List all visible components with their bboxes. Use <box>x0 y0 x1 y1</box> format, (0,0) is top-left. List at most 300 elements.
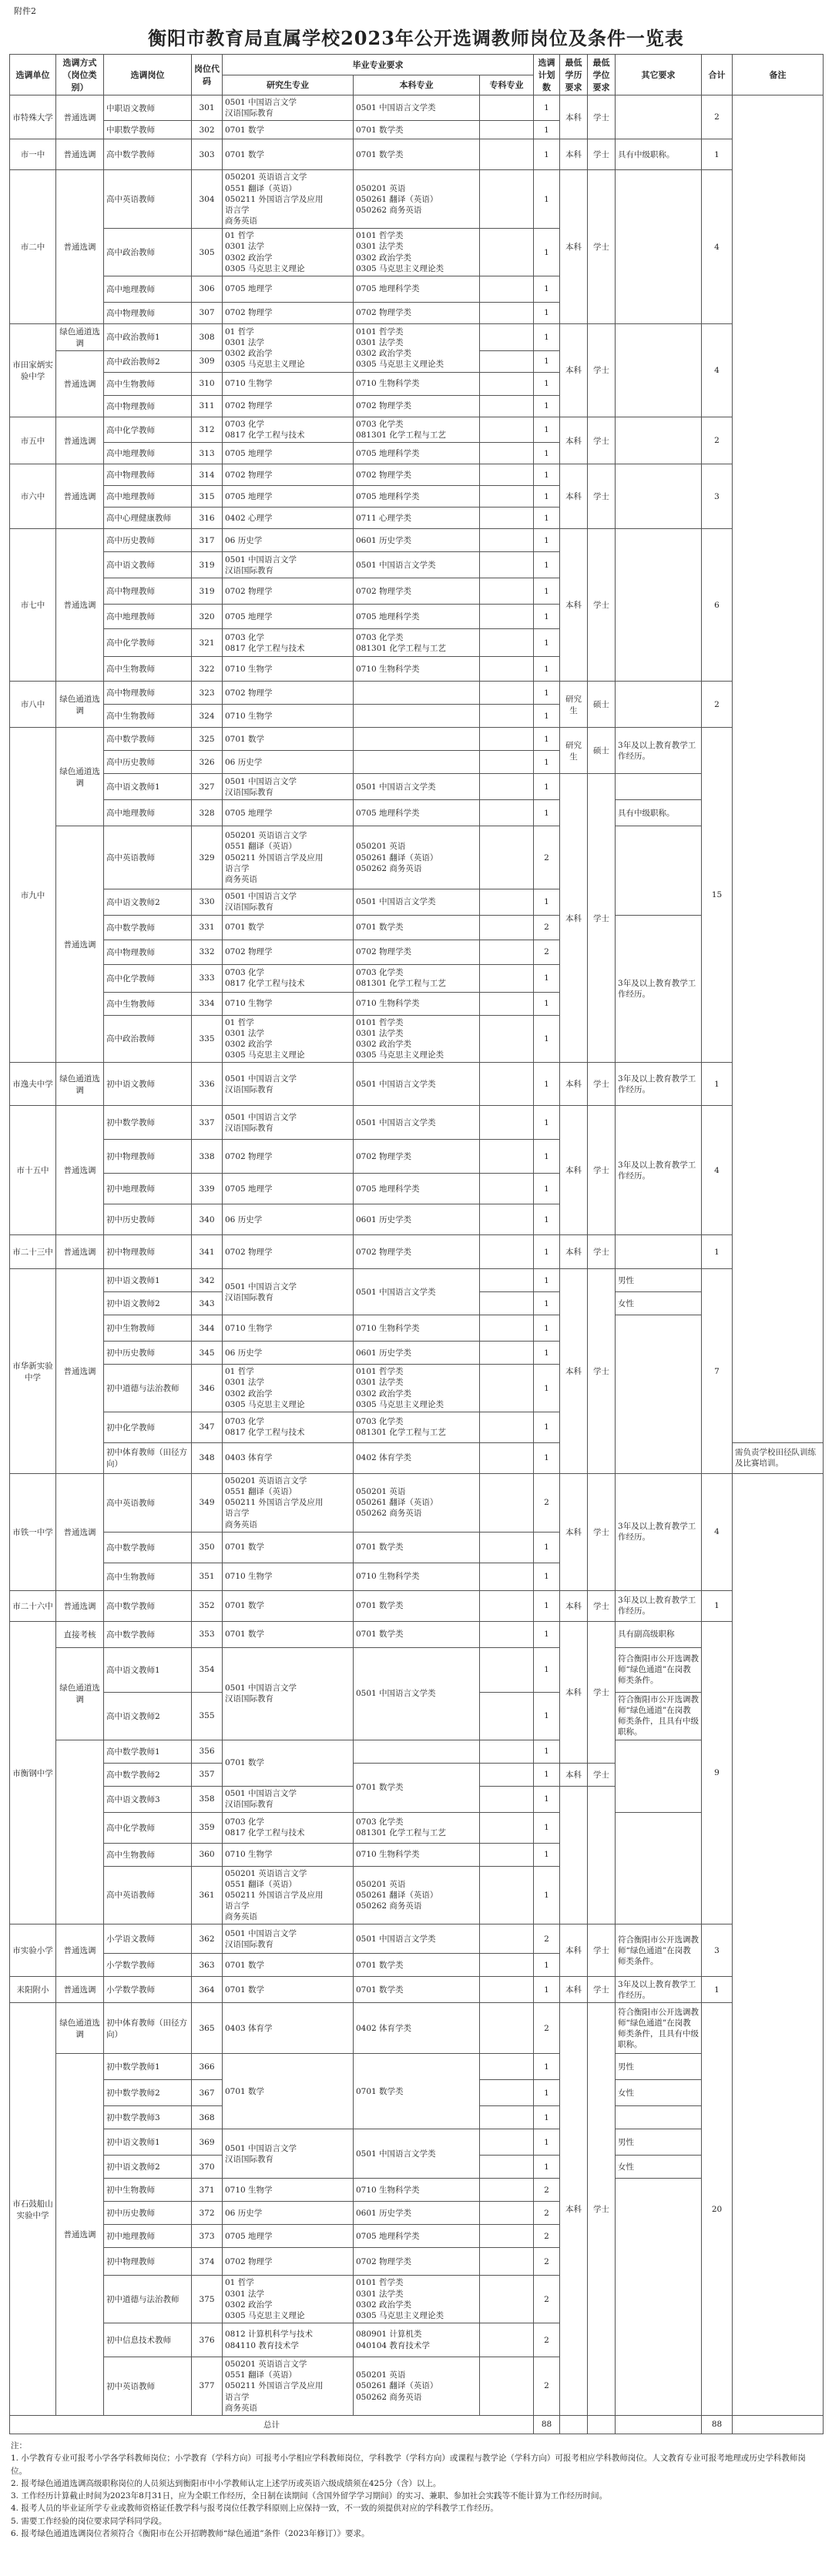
cell-method: 绿色通道选调 <box>56 1063 104 1106</box>
cell-code: 376 <box>192 2323 223 2357</box>
cell-college <box>480 826 534 889</box>
cell-degree: 学士 <box>588 1063 616 1106</box>
cell-plan: 2 <box>534 826 560 889</box>
cell-plan: 1 <box>534 629 560 657</box>
notes <box>11 2440 820 2540</box>
cell-code: 368 <box>192 2106 223 2129</box>
cell-college <box>480 1954 534 1977</box>
table-row <box>10 2179 824 2202</box>
cell-total: 4 <box>702 1473 733 1590</box>
cell-post: 小学数学教师 <box>104 1954 192 1977</box>
cell-plan: 1 <box>534 121 560 139</box>
cell-total: 20 <box>702 2003 733 2416</box>
cell-code: 350 <box>192 1532 223 1563</box>
note-line: 5. 需要工作经验的岗位要求同学科同学段。 <box>11 2516 167 2526</box>
cell-unit: 市特殊大学 <box>10 95 56 139</box>
cell-college <box>480 2323 534 2357</box>
cell-edu: 本科 <box>560 1106 588 1235</box>
cell-code: 328 <box>192 800 223 826</box>
cell-college <box>480 774 534 800</box>
cell-code: 303 <box>192 139 223 170</box>
cell-post: 高中物理教师 <box>104 302 192 323</box>
cell-under: 0710 生物科学类 <box>354 657 480 682</box>
cell-code: 341 <box>192 1235 223 1269</box>
cell-under: 0101 哲学类 0301 法学类 0302 政治学类 0305 马克思主义理论类 <box>354 323 480 372</box>
cell-method: 绿色通道选调 <box>56 2003 104 2054</box>
cell-unit: 市五中 <box>10 417 56 464</box>
cell-post: 初中道德与法治教师 <box>104 1365 192 1412</box>
cell-code: 305 <box>192 229 223 276</box>
cell-other: 符合衡阳市公开选调教师“绿色通道”在岗教师类条件，且具有中级职称。 <box>616 1692 702 1740</box>
cell-grad: 0501 中国语言文学 汉语国际教育 <box>223 95 354 121</box>
cell-plan: 1 <box>534 529 560 552</box>
cell-grad: 0702 物理学 <box>223 464 354 486</box>
cell-college <box>480 1174 534 1204</box>
cell-under <box>354 1740 480 1763</box>
cell-college <box>480 1269 534 1292</box>
cell-college <box>480 889 534 915</box>
cell-unit: 市衡钢中学 <box>10 1621 56 1924</box>
cell-post: 高中数学教师 <box>104 1621 192 1647</box>
cell-plan: 1 <box>534 139 560 170</box>
cell-total: 1 <box>702 139 733 170</box>
cell-edu: 研究生 <box>560 728 588 774</box>
cell-grad: 0501 中国语言文学 汉语国际教育 <box>223 2129 354 2179</box>
cell-grad: 01 哲学 0301 法学 0302 政治学 0305 马克思主义理论 <box>223 1015 354 1063</box>
cell-method: 普通选调 <box>56 826 104 1063</box>
cell-other: 具有中级职称。 <box>616 139 702 170</box>
cell-under: 0701 数学类 <box>354 139 480 170</box>
cell-plan: 1 <box>534 443 560 464</box>
cell-grad: 0710 生物学 <box>223 705 354 728</box>
cell-under: 0710 生物科学类 <box>354 2179 480 2202</box>
cell-degree: 学士 <box>588 1473 616 1590</box>
table-row <box>10 1315 824 1342</box>
cell-college <box>480 940 534 964</box>
cell-edu: 本科 <box>560 139 588 170</box>
cell-code: 347 <box>192 1412 223 1442</box>
table-row <box>10 1812 824 1843</box>
cell-post: 高中地理教师 <box>104 443 192 464</box>
cell-grad: 0710 生物学 <box>223 657 354 682</box>
cell-college <box>480 1692 534 1740</box>
cell-unit: 市二十三中 <box>10 1235 56 1269</box>
cell-post: 高中生物教师 <box>104 992 192 1015</box>
cell-post: 高中政治教师 <box>104 1015 192 1063</box>
cell-grad: 050201 英语语言文学 0551 翻译（英语） 050211 外国语言学及应用 语言学 商务英语 <box>223 2357 354 2416</box>
cell-code: 325 <box>192 728 223 751</box>
cell-plan: 1 <box>534 1174 560 1204</box>
cell-under: 0501 中国语言文学类 <box>354 2129 480 2179</box>
cell-plan: 1 <box>534 507 560 529</box>
cell-college <box>480 1315 534 1342</box>
cell-post: 初中历史教师 <box>104 1204 192 1235</box>
cell-post: 高中地理教师 <box>104 486 192 507</box>
cell-code: 310 <box>192 372 223 395</box>
cell-other: 符合衡阳市公开选调教师“绿色通道”在岗教师类条件。 <box>616 1647 702 1692</box>
cell-method: 绿色通道选调 <box>56 728 104 826</box>
cell-post: 高中数学教师2 <box>104 1763 192 1786</box>
cell-plan: 2 <box>534 2276 560 2323</box>
cell-degree: 学士 <box>588 2003 616 2416</box>
header-plan: 选调计划数 <box>534 55 560 95</box>
cell-code: 331 <box>192 915 223 940</box>
cell-college <box>480 2276 534 2323</box>
cell-code: 304 <box>192 170 223 229</box>
total-plan: 88 <box>534 2415 560 2434</box>
cell-plan: 1 <box>534 578 560 605</box>
cell-code: 351 <box>192 1563 223 1590</box>
cell-grad: 0702 物理学 <box>223 940 354 964</box>
cell-other <box>616 2106 702 2129</box>
cell-under: 0501 中国语言文学类 <box>354 1924 480 1954</box>
header-other: 其它要求 <box>616 55 702 95</box>
cell-method: 普通选调 <box>56 1269 104 1474</box>
cell-grad: 0702 物理学 <box>223 302 354 323</box>
cell-plan: 1 <box>534 1106 560 1140</box>
cell-code: 343 <box>192 1292 223 1315</box>
cell-under: 0703 化学类 081301 化学工程与工艺 <box>354 629 480 657</box>
cell-code: 357 <box>192 1763 223 1786</box>
cell-college <box>480 1763 534 1786</box>
cell-under: 0705 地理科学类 <box>354 276 480 302</box>
cell-college <box>480 915 534 940</box>
cell-college <box>480 1532 534 1563</box>
cell-method <box>56 1740 104 1924</box>
header-post: 选调岗位 <box>104 55 192 95</box>
cell-plan: 1 <box>534 395 560 417</box>
cell-total: 4 <box>702 323 733 417</box>
cell-plan: 1 <box>534 992 560 1015</box>
cell-under: 0705 地理科学类 <box>354 2225 480 2248</box>
cell-grad: 0812 计算机科学与技术 084110 教育技术学 <box>223 2323 354 2357</box>
cell-under: 0703 化学类 081301 化学工程与工艺 <box>354 417 480 442</box>
cell-code: 342 <box>192 1269 223 1292</box>
cell-grad: 0703 化学 0817 化学工程与技术 <box>223 1412 354 1442</box>
cell-post: 高中数学教师 <box>104 1590 192 1621</box>
cell-college <box>480 728 534 751</box>
cell-edu: 本科 <box>560 323 588 417</box>
cell-code: 349 <box>192 1473 223 1532</box>
cell-total: 7 <box>702 1269 733 1474</box>
cell-college <box>480 2156 534 2179</box>
total-row <box>10 2415 824 2434</box>
cell-other: 女性 <box>616 2080 702 2106</box>
header-method: 选调方式（岗位类别） <box>56 55 104 95</box>
cell-plan: 1 <box>534 350 560 372</box>
header-major-req: 毕业专业要求 <box>223 55 534 75</box>
cell-under: 0701 数学类 <box>354 2054 480 2129</box>
cell-college <box>480 1442 534 1473</box>
cell-plan: 1 <box>534 1563 560 1590</box>
cell-plan: 2 <box>534 2248 560 2276</box>
cell-grad: 050201 英语语言文学 0551 翻译（英语） 050211 外国语言学及应用 语言学 商务英语 <box>223 170 354 229</box>
cell-other: 3年及以上教育教学工作经历。 <box>616 1473 702 1590</box>
cell-degree: 学士 <box>588 1590 616 1621</box>
cell-grad: 0703 化学 0817 化学工程与技术 <box>223 1812 354 1843</box>
cell-code: 344 <box>192 1315 223 1342</box>
cell-post: 中职数学教师 <box>104 121 192 139</box>
cell-post: 高中语文教师2 <box>104 889 192 915</box>
cell-total: 3 <box>702 464 733 529</box>
cell-plan: 1 <box>534 657 560 682</box>
cell-grad: 0402 心理学 <box>223 507 354 529</box>
cell-plan: 2 <box>534 2225 560 2248</box>
cell-under: 0701 数学类 <box>354 1621 480 1647</box>
cell-empty <box>616 2415 702 2434</box>
cell-post: 初中地理教师 <box>104 1174 192 1204</box>
header-unit: 选调单位 <box>10 55 56 95</box>
cell-code: 323 <box>192 682 223 705</box>
cell-method: 普通选调 <box>56 1473 104 1590</box>
cell-plan: 1 <box>534 1812 560 1843</box>
cell-edu: 本科 <box>560 2003 588 2416</box>
cell-code: 373 <box>192 2225 223 2248</box>
cell-unit: 耒阳附小 <box>10 1977 56 2003</box>
cell-college <box>480 552 534 578</box>
cell-method: 普通选调 <box>56 1977 104 2003</box>
cell-under: 0702 物理学类 <box>354 940 480 964</box>
cell-total: 1 <box>702 1063 733 1106</box>
table-row <box>10 915 824 940</box>
cell-post: 初中数学教师 <box>104 1106 192 1140</box>
cell-under: 0702 物理学类 <box>354 395 480 417</box>
cell-other: 3年及以上教育教学工作经历。 <box>616 1590 702 1621</box>
cell-under: 0101 哲学类 0301 法学类 0302 政治学类 0305 马克思主义理论类 <box>354 229 480 276</box>
cell-unit: 市九中 <box>10 728 56 1063</box>
cell-grad: 050201 英语语言文学 0551 翻译（英语） 050211 外国语言学及应用 语言学 商务英语 <box>223 826 354 889</box>
cell-under: 0501 中国语言文学类 <box>354 1106 480 1140</box>
cell-under: 0701 数学类 <box>354 1954 480 1977</box>
cell-post: 初中化学教师 <box>104 1412 192 1442</box>
cell-college <box>480 1365 534 1412</box>
cell-method: 普通选调 <box>56 417 104 464</box>
cell-under: 0501 中国语言文学类 <box>354 1063 480 1106</box>
cell-method: 普通选调 <box>56 350 104 417</box>
cell-grad: 01 哲学 0301 法学 0302 政治学 0305 马克思主义理论 <box>223 229 354 276</box>
cell-grad: 0701 数学 <box>223 1621 354 1647</box>
cell-degree: 学士 <box>588 170 616 324</box>
cell-under <box>354 705 480 728</box>
cell-post: 高中语文教师 <box>104 552 192 578</box>
cell-under: 050201 英语 050261 翻译（英语） 050262 商务英语 <box>354 826 480 889</box>
cell-under: 0501 中国语言文学类 <box>354 889 480 915</box>
cell-under: 0701 数学类 <box>354 915 480 940</box>
cell-other <box>616 95 702 139</box>
cell-under: 0501 中国语言文学类 <box>354 1269 480 1315</box>
cell-plan: 1 <box>534 276 560 302</box>
table-row <box>10 95 824 121</box>
cell-post: 高中数学教师 <box>104 915 192 940</box>
cell-grad: 0702 物理学 <box>223 1235 354 1269</box>
cell-degree: 学士 <box>588 1924 616 1977</box>
cell-total: 15 <box>702 728 733 1063</box>
cell-method: 普通选调 <box>56 2054 104 2416</box>
cell-grad: 01 哲学 0301 法学 0302 政治学 0305 马克思主义理论 <box>223 2276 354 2323</box>
cell-other: 3年及以上教育教学工作经历。 <box>616 1977 702 2003</box>
cell-plan: 1 <box>534 2106 560 2129</box>
cell-post: 高中地理教师 <box>104 605 192 629</box>
cell-unit: 市八中 <box>10 682 56 728</box>
cell-grad: 0702 物理学 <box>223 395 354 417</box>
cell-grad: 0702 物理学 <box>223 2248 354 2276</box>
cell-post: 高中政治教师1 <box>104 323 192 350</box>
cell-plan: 1 <box>534 1140 560 1174</box>
cell-degree: 学士 <box>588 1763 616 1786</box>
cell-edu: 本科 <box>560 1924 588 1977</box>
cell-degree: 学士 <box>588 529 616 682</box>
cell-code: 321 <box>192 629 223 657</box>
table-row <box>10 139 824 170</box>
cell-plan: 1 <box>534 1015 560 1063</box>
cell-college <box>480 139 534 170</box>
cell-code: 353 <box>192 1621 223 1647</box>
cell-post: 高中生物教师 <box>104 657 192 682</box>
cell-college <box>480 2202 534 2225</box>
cell-college <box>480 2225 534 2248</box>
cell-college <box>480 2248 534 2276</box>
table-row <box>10 417 824 442</box>
cell-under: 0705 地理科学类 <box>354 486 480 507</box>
cell-other <box>616 2179 702 2416</box>
cell-college <box>480 2054 534 2080</box>
cell-under: 0501 中国语言文学类 <box>354 1647 480 1740</box>
table-row <box>10 2054 824 2080</box>
cell-plan: 1 <box>534 1763 560 1786</box>
cell-code: 366 <box>192 2054 223 2080</box>
cell-unit: 市田家炳实验中学 <box>10 323 56 417</box>
cell-post: 高中物理教师 <box>104 578 192 605</box>
cell-code: 377 <box>192 2357 223 2416</box>
cell-grad: 01 哲学 0301 法学 0302 政治学 0305 马克思主义理论 <box>223 323 354 372</box>
cell-edu <box>560 1786 588 1924</box>
cell-college <box>480 1786 534 1812</box>
cell-unit: 市二十六中 <box>10 1590 56 1621</box>
cell-under: 0701 数学类 <box>354 1532 480 1563</box>
cell-code: 346 <box>192 1365 223 1412</box>
header-grad: 研究生专业 <box>223 75 354 95</box>
cell-grad: 0710 生物学 <box>223 2179 354 2202</box>
header-code: 岗位代码 <box>192 55 223 95</box>
cell-grad: 050201 英语语言文学 0551 翻译（英语） 050211 外国语言学及应用 语言学 商务英语 <box>223 1866 354 1924</box>
cell-under: 0710 生物科学类 <box>354 1843 480 1866</box>
cell-plan: 1 <box>534 2129 560 2156</box>
cell-plan: 2 <box>534 2357 560 2416</box>
cell-under: 0101 哲学类 0301 法学类 0302 政治学类 0305 马克思主义理论类 <box>354 1365 480 1412</box>
cell-edu: 本科 <box>560 1269 588 1474</box>
cell-code: 340 <box>192 1204 223 1235</box>
cell-plan: 1 <box>534 1412 560 1442</box>
cell-grad: 0501 中国语言文学 汉语国际教育 <box>223 1924 354 1954</box>
cell-edu: 本科 <box>560 529 588 682</box>
cell-college <box>480 1812 534 1843</box>
cell-edu: 本科 <box>560 1473 588 1590</box>
cell-plan: 1 <box>534 605 560 629</box>
cell-edu: 本科 <box>560 95 588 139</box>
cell-post: 初中语文教师2 <box>104 2156 192 2179</box>
cell-code: 355 <box>192 1692 223 1740</box>
appendix-label: 附件2 <box>14 6 36 16</box>
cell-plan: 2 <box>534 2003 560 2054</box>
cell-grad: 0710 生物学 <box>223 1563 354 1590</box>
cell-college <box>480 751 534 774</box>
table-row <box>10 529 824 552</box>
cell-post: 高中英语教师 <box>104 170 192 229</box>
cell-grad: 0701 数学 <box>223 1977 354 2003</box>
cell-degree: 学士 <box>588 1621 616 1763</box>
table-row <box>10 1977 824 2003</box>
cell-post: 高中物理教师 <box>104 940 192 964</box>
table-row <box>10 774 824 800</box>
cell-code: 306 <box>192 276 223 302</box>
cell-code: 372 <box>192 2202 223 2225</box>
cell-grad: 0705 地理学 <box>223 800 354 826</box>
cell-code: 319 <box>192 552 223 578</box>
cell-post: 高中数学教师 <box>104 1532 192 1563</box>
cell-empty <box>733 2415 824 2434</box>
cell-degree: 学士 <box>588 774 616 1063</box>
header-remark: 备注 <box>733 55 824 95</box>
cell-post: 初中生物教师 <box>104 1315 192 1342</box>
cell-college <box>480 2003 534 2054</box>
cell-method: 绿色通道选调 <box>56 323 104 350</box>
cell-under: 0501 中国语言文学类 <box>354 552 480 578</box>
cell-plan: 1 <box>534 1342 560 1365</box>
cell-other <box>616 1235 702 1269</box>
cell-college <box>480 1647 534 1692</box>
cell-post: 高中数学教师 <box>104 728 192 751</box>
cell-post: 高中政治教师 <box>104 229 192 276</box>
cell-other <box>616 1740 702 1812</box>
note-line: 3. 工作经历计算截止时间为2023年8月31日，应为全职工作经历，全日制在读期间（含国外留学学习期间）的实习、兼职、参加社会实践等不能计算为工作经历时间。 <box>11 2491 608 2501</box>
cell-edu: 本科 <box>560 1763 588 1786</box>
cell-college <box>480 1843 534 1866</box>
note-line: 4. 报考人员的毕业证所学专业或教师资格证任教学科与报考岗位任教学科原则上应保持一致，不一致的须提供对应的学科教学工作经历。 <box>11 2504 498 2514</box>
cell-code: 364 <box>192 1977 223 2003</box>
cell-college <box>480 170 534 229</box>
cell-grad: 0703 化学 0817 化学工程与技术 <box>223 629 354 657</box>
cell-plan: 1 <box>534 1204 560 1235</box>
cell-college <box>480 95 534 121</box>
cell-code: 348 <box>192 1442 223 1473</box>
cell-under: 050201 英语 050261 翻译（英语） 050262 商务英语 <box>354 1473 480 1532</box>
cell-other <box>616 1315 702 1474</box>
cell-post: 初中地理教师 <box>104 2225 192 2248</box>
cell-under <box>354 728 480 751</box>
cell-under: 0710 生物科学类 <box>354 992 480 1015</box>
cell-under: 0501 中国语言文学类 <box>354 95 480 121</box>
cell-code: 345 <box>192 1342 223 1365</box>
cell-degree: 硕士 <box>588 728 616 774</box>
cell-plan: 1 <box>534 170 560 229</box>
cell-grad: 0501 中国语言文学 汉语国际教育 <box>223 1063 354 1106</box>
cell-plan: 1 <box>534 417 560 442</box>
cell-edu: 本科 <box>560 464 588 529</box>
cell-other <box>616 826 702 915</box>
cell-other: 男性 <box>616 2129 702 2156</box>
cell-grad: 0501 中国语言文学 汉语国际教育 <box>223 552 354 578</box>
cell-plan: 1 <box>534 964 560 992</box>
cell-code: 313 <box>192 443 223 464</box>
cell-under: 0601 历史学类 <box>354 2202 480 2225</box>
cell-plan: 1 <box>534 2156 560 2179</box>
cell-plan: 1 <box>534 95 560 121</box>
table-row <box>10 1106 824 1140</box>
cell-grad: 0710 生物学 <box>223 992 354 1015</box>
cell-college <box>480 350 534 372</box>
cell-degree: 硕士 <box>588 682 616 728</box>
cell-code: 360 <box>192 1843 223 1866</box>
